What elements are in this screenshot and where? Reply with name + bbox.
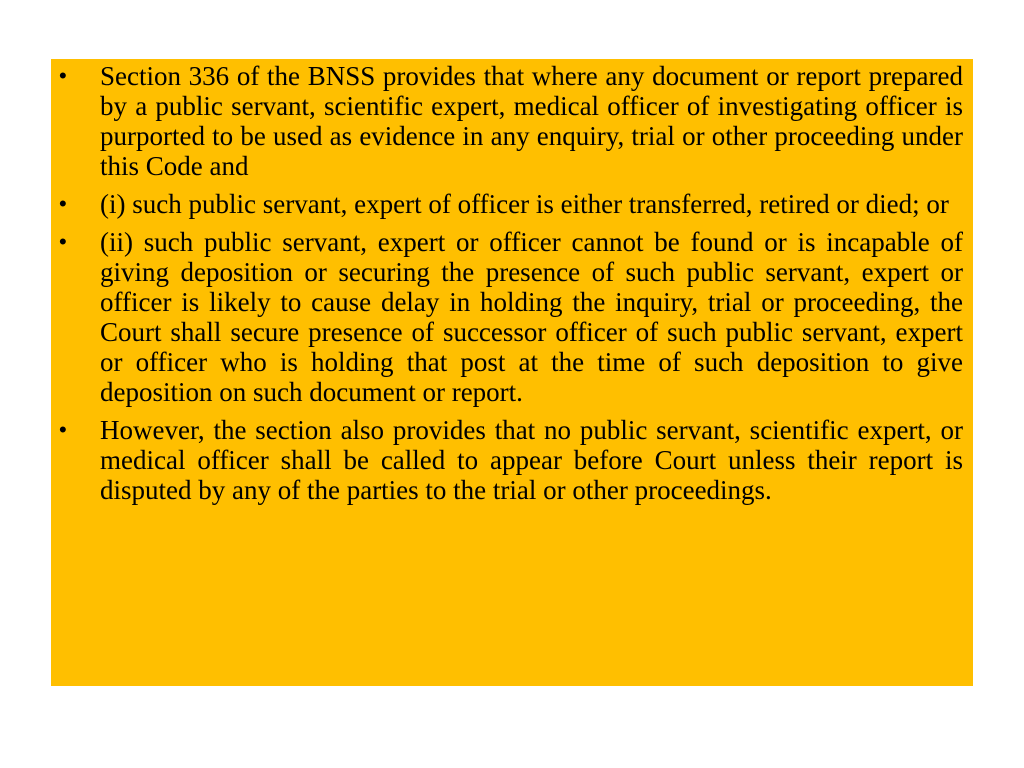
bullet-icon: • [59, 191, 67, 216]
bullet-icon: • [59, 229, 67, 254]
bullet-text: (i) such public servant, expert of officer is either transferred, retired or died; or [100, 189, 949, 219]
bullet-item-section-336 [51, 61, 963, 181]
bullet-list [51, 61, 963, 505]
bullet-item-condition-ii [51, 227, 963, 407]
bullet-text: Section 336 of the BNSS provides that where any document or report prepared by a public servant, scientific expert, medical officer of investigating officer is purported to be used as evidence in any enquiry, trial or other proceeding under this Code and [100, 61, 963, 181]
bullet-icon: • [59, 63, 67, 88]
content-box [51, 59, 973, 686]
bullet-item-exception [51, 415, 963, 505]
bullet-text: (ii) such public servant, expert or officer cannot be found or is incapable of giving deposition or securing the presence of such public servant, expert or officer is likely to cause delay in holding the inquiry, trial or proceeding, the Court shall secure presence of successor officer of such public servant, expert or officer who is holding that post at the time of such deposition to give deposition on such document or report. [100, 227, 963, 407]
bullet-icon: • [59, 417, 67, 442]
bullet-text: However, the section also provides that no public servant, scientific expert, or medical officer shall be called to appear before Court unless their report is disputed by any of the parties to the trial or other proceedings. [100, 415, 963, 505]
bullet-item-condition-i [51, 189, 963, 219]
